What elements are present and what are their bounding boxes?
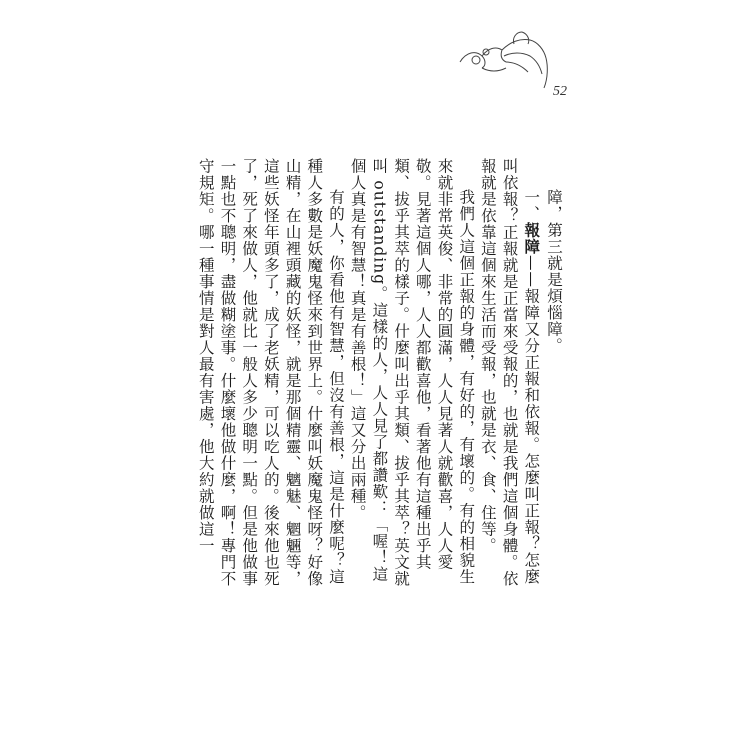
paragraph-baozhang <box>476 158 542 598</box>
paragraph-body: 我們人這個正報的身體，有好的，有壞的。有的相貌生來就非常英俊、非常的圓滿，人人見著人就歡喜，人人愛敬。見著這個人哪，人人都歡喜他，看著他有這種出乎其類、拔乎其萃的樣子。什麼叫出乎其類、拔乎其萃？英文就叫 outstanding。這樣的人，人人見了都讚歎：「喔！這個人真是有智慧！真是有善根！」這又分出兩種。 <box>348 158 476 587</box>
term-heading: 報障 <box>522 222 542 255</box>
list-number: 一、 <box>522 189 541 222</box>
paragraph-body: 有的人，你看他有智慧，但沒有善根，這是什麼呢？這種人多數是妖魔鬼怪來到世界上。什麼叫妖魔鬼怪呀？好像山精，在山裡頭藏的妖怪，就是那個精靈、魑魅、魍魎等，這些妖怪年頭多了，成了老妖精，可以吃人的。後來他也死了，死了來做人，他就比一般人多少聰明一點。但是他做事一點也不聰明，盡做糊塗事。什麼壞他做什麼，啊！專門不守規矩。哪一種事情是對人最有害處，他大約就做這一 <box>196 158 345 587</box>
em-dash: —— <box>522 255 541 288</box>
paragraph-text: 報障又分正報和依報。怎麼叫正報？怎麼叫依報？正報就是正當來受報的，也就是我們這個身體。依報就是依靠這個來生活而受報，也就是衣、食、住等。 <box>478 158 541 587</box>
body-text <box>164 158 564 598</box>
page-number: 52 <box>553 84 567 99</box>
hand-holding-flower-icon <box>452 22 552 94</box>
paragraph-continuation: 障，第三就是煩惱障。 <box>545 189 563 354</box>
